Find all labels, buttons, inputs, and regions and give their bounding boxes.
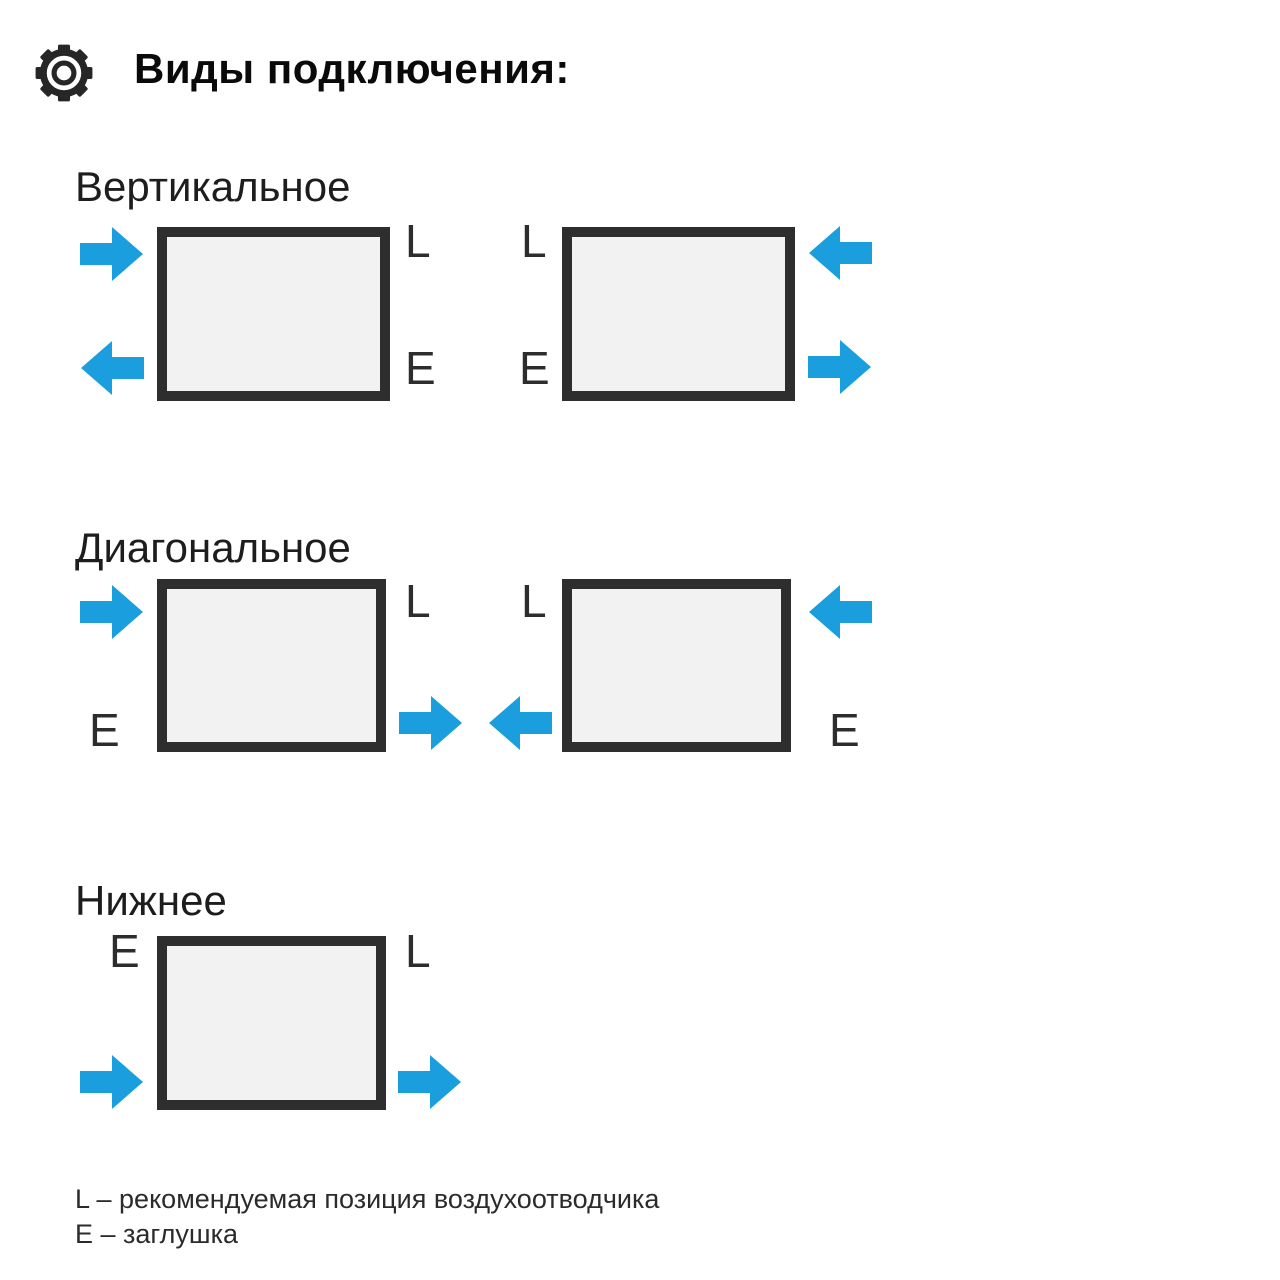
radiator-body: [562, 579, 791, 752]
legend-vent-line: L – рекомендуемая позиция воздухоотводчика: [75, 1184, 660, 1214]
vent-port-label: L: [405, 925, 431, 977]
plug-port-label: E: [109, 925, 140, 977]
page-title: Виды подключения:: [134, 45, 570, 92]
plug-port-label: E: [89, 704, 120, 756]
gear-icon: [33, 42, 95, 104]
arrow-left-icon: [80, 340, 144, 396]
vent-port-label: L: [521, 215, 547, 267]
arrow-right-icon: [808, 339, 872, 395]
radiator-body: [157, 227, 390, 401]
vent-port-label: L: [521, 575, 547, 627]
vent-port-label: L: [405, 575, 431, 627]
arrow-right-icon: [80, 1054, 144, 1110]
plug-port-label: E: [829, 704, 860, 756]
radiator-body: [562, 227, 795, 401]
arrow-right-icon: [399, 695, 463, 751]
arrow-right-icon: [80, 584, 144, 640]
arrow-left-icon: [808, 584, 872, 640]
plug-port-label: E: [405, 342, 436, 394]
section-title-bottom: Нижнее: [75, 877, 227, 924]
section-title-vertical: Вертикальное: [75, 163, 351, 210]
arrow-right-icon: [80, 226, 144, 282]
plug-port-label: E: [519, 342, 550, 394]
arrow-left-icon: [808, 225, 872, 281]
radiator-body: [157, 579, 386, 752]
arrow-right-icon: [398, 1054, 462, 1110]
arrow-left-icon: [488, 695, 552, 751]
radiator-body: [157, 936, 386, 1110]
legend-plug-line: E – заглушка: [75, 1219, 239, 1249]
section-title-diagonal: Диагональное: [75, 524, 351, 571]
vent-port-label: L: [405, 215, 431, 267]
